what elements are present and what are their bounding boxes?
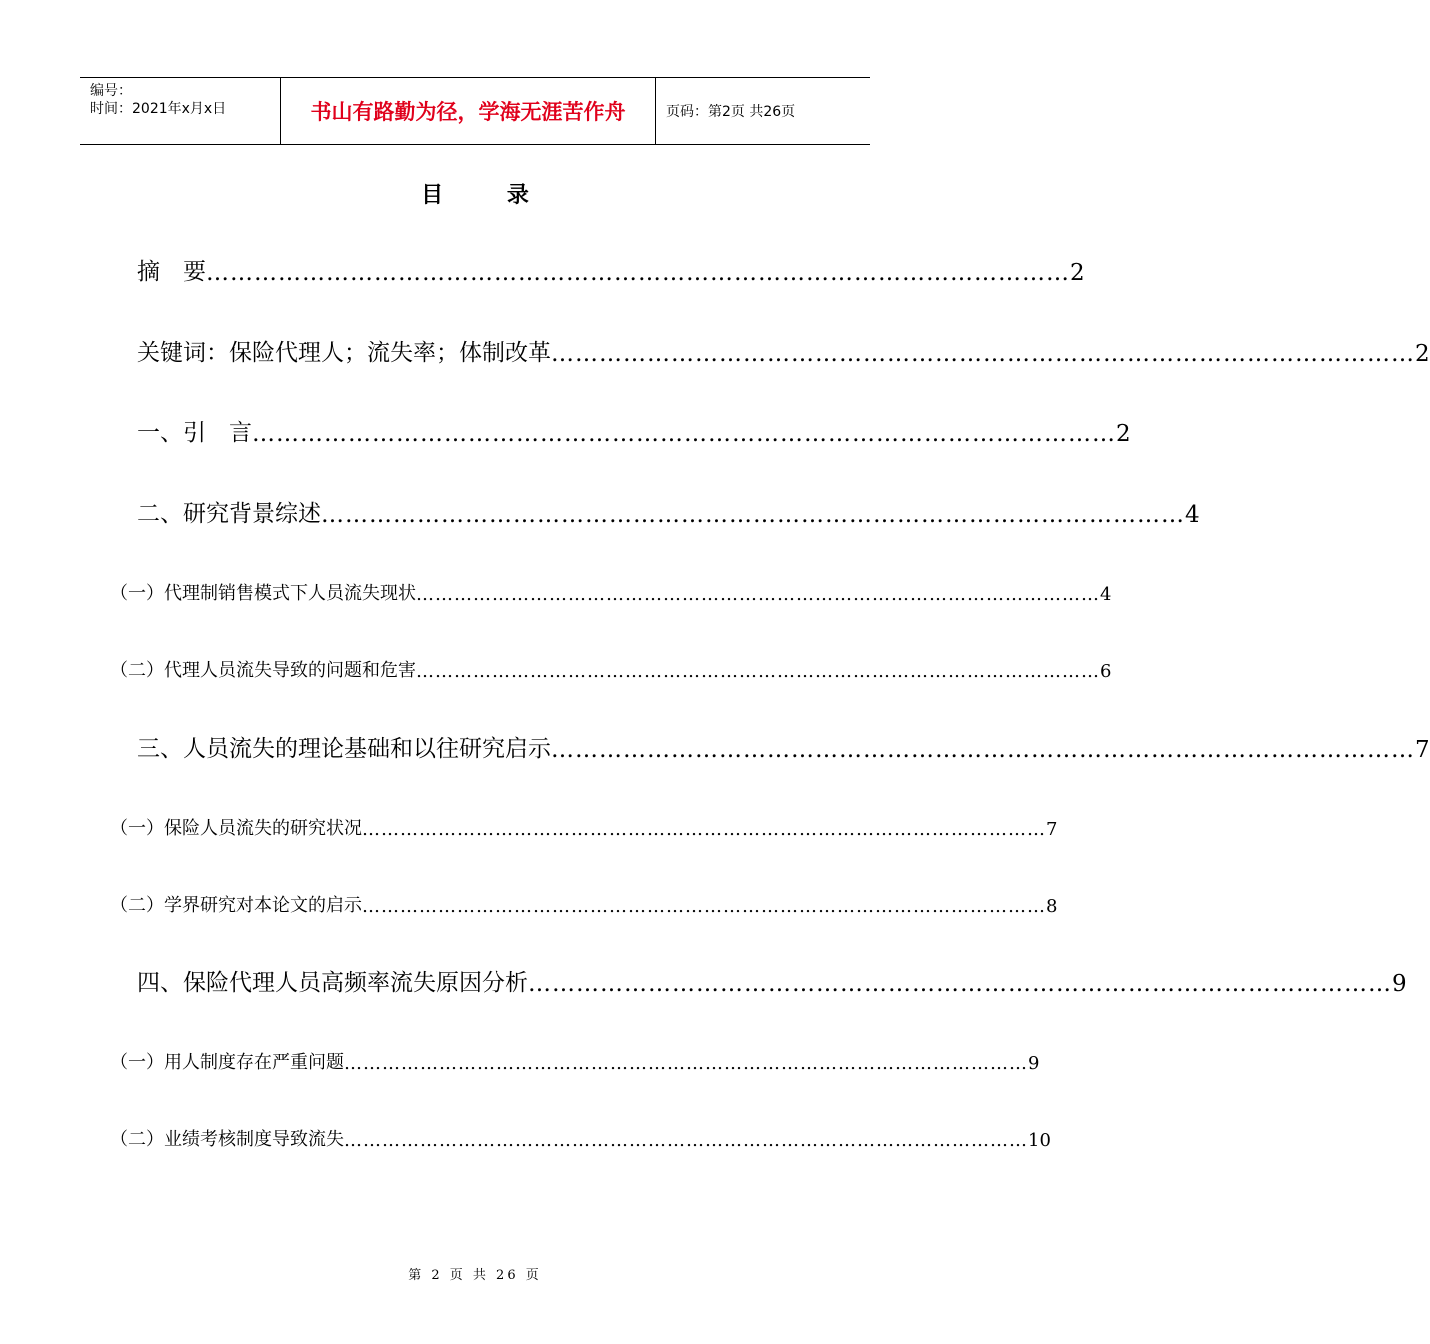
- header-meta: [80, 78, 280, 144]
- toc-entry[interactable]: [110, 1048, 1040, 1074]
- leader-dots: ………………………………………………………………………………………………: [416, 661, 1100, 682]
- toc-entry-text: 一、引 言: [137, 420, 252, 446]
- leader-dots: ………………………………………………………………………………………………: [362, 819, 1046, 840]
- toc-entry[interactable]: [110, 1125, 1051, 1151]
- toc-entry-page: 9: [1392, 971, 1407, 997]
- leader-dots: ………………………………………………………………………………………………: [362, 896, 1046, 917]
- leader-dots: ………………………………………………………………………………………………: [321, 502, 1185, 528]
- toc-entry-page: 2: [1070, 260, 1085, 286]
- toc-entry-text: （一）保险人员流失的研究状况: [110, 818, 362, 839]
- leader-dots: ………………………………………………………………………………………………: [551, 341, 1415, 367]
- leader-dots: ………………………………………………………………………………………………: [344, 1053, 1028, 1074]
- toc-entry[interactable]: [137, 335, 1430, 367]
- time-label: 时间：2021年x月x日: [90, 101, 227, 117]
- page-footer: 第 2 页 共 26 页: [408, 1268, 542, 1283]
- toc-entry-page: 7: [1415, 737, 1430, 763]
- toc-entry-text: （二）代理人员流失导致的问题和危害: [110, 660, 416, 681]
- header-motto: 书山有路勤为径，学海无涯苦作舟: [280, 78, 656, 144]
- toc-entry[interactable]: [137, 731, 1430, 763]
- header-page-info: 页码：第2页 共26页: [666, 104, 796, 120]
- toc-entry[interactable]: [110, 891, 1058, 917]
- toc-entry-page: 9: [1028, 1053, 1040, 1074]
- toc-entry-page: 6: [1100, 661, 1112, 682]
- leader-dots: ………………………………………………………………………………………………: [344, 1130, 1028, 1151]
- toc-entry-text: 关键词：保险代理人；流失率；体制改革: [137, 340, 551, 366]
- toc-entry-text: 二、研究背景综述: [137, 501, 321, 527]
- leader-dots: ………………………………………………………………………………………………: [252, 421, 1116, 447]
- toc-entry-page: 2: [1116, 421, 1131, 447]
- toc-entry[interactable]: [110, 814, 1058, 840]
- toc-entry[interactable]: [110, 579, 1112, 605]
- toc-entry[interactable]: [110, 656, 1112, 682]
- toc-entry-page: 7: [1046, 819, 1058, 840]
- toc-entry-page: 2: [1415, 341, 1430, 367]
- toc-entry-page: 4: [1185, 502, 1200, 528]
- toc-entry-text: 摘 要: [137, 259, 206, 285]
- toc-entry[interactable]: [137, 496, 1200, 528]
- toc-entry[interactable]: [137, 965, 1407, 997]
- toc-entry-page: 10: [1028, 1130, 1051, 1151]
- toc-entry-text: （二）学界研究对本论文的启示: [110, 895, 362, 916]
- toc-title: 目 录: [421, 183, 557, 208]
- number-label: 编号：: [90, 83, 132, 99]
- toc-entry-text: （一）代理制销售模式下人员流失现状: [110, 583, 416, 604]
- toc-entry-page: 8: [1046, 896, 1058, 917]
- toc-entry-text: 三、人员流失的理论基础和以往研究启示: [137, 736, 551, 762]
- toc-entry-text: 四、保险代理人员高频率流失原因分析: [137, 970, 528, 996]
- leader-dots: ………………………………………………………………………………………………: [551, 737, 1415, 763]
- leader-dots: ………………………………………………………………………………………………: [528, 971, 1392, 997]
- toc-entry-page: 4: [1100, 584, 1112, 605]
- leader-dots: ………………………………………………………………………………………………: [206, 260, 1070, 286]
- document-header: [80, 77, 870, 145]
- toc-entry-text: （一）用人制度存在严重问题: [110, 1052, 344, 1073]
- toc-entry[interactable]: [137, 254, 1085, 286]
- leader-dots: ………………………………………………………………………………………………: [416, 584, 1100, 605]
- toc-entry-text: （二）业绩考核制度导致流失: [110, 1129, 344, 1150]
- toc-entry[interactable]: [137, 415, 1131, 447]
